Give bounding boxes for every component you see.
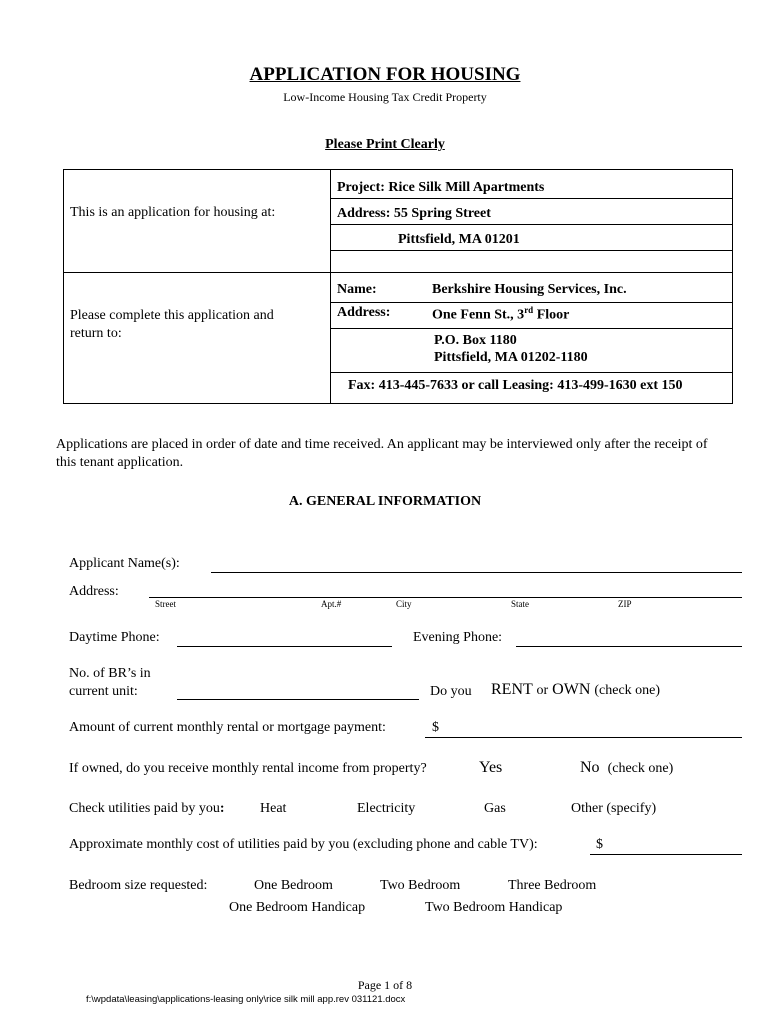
other-option-group — [571, 801, 656, 817]
table-row-divider — [330, 198, 732, 199]
utility-cost-dollar-sign: $ — [596, 837, 603, 852]
amount-rent-field[interactable] — [425, 737, 742, 738]
agency-city: Pittsfield, MA 01202-1180 — [434, 350, 588, 365]
table-divider-horizontal — [64, 272, 732, 273]
return-to-label-line1: Please complete this application and — [70, 308, 274, 323]
other-option: Other (specify) — [571, 801, 657, 816]
agency-address: One Fenn St., 3rd Floor — [432, 305, 570, 323]
one-bedroom-handicap-option: One Bedroom Handicap — [229, 900, 366, 915]
housing-at-label: This is an application for housing at: — [70, 205, 276, 220]
daytime-phone-field[interactable] — [177, 646, 392, 647]
bedroom-size-label: Bedroom size requested: — [69, 878, 208, 893]
rent-option: RENT — [491, 681, 533, 698]
table-row-divider — [330, 224, 732, 225]
one-bedroom-option-group — [254, 878, 333, 894]
page-number: Page 1 of 8 — [357, 978, 413, 992]
three-bedroom-option: Three Bedroom — [508, 878, 597, 893]
print-clearly-note: Please Print Clearly — [325, 137, 445, 152]
check-one-note: (check one) — [594, 683, 661, 698]
utility-cost-field[interactable] — [590, 854, 742, 855]
one-bedroom-handicap-option-group — [229, 900, 365, 916]
project-city: Pittsfield, MA 01201 — [398, 232, 520, 247]
project-address: Address: 55 Spring Street — [337, 206, 491, 221]
table-divider-vertical — [330, 170, 331, 403]
two-bedroom-option-group — [380, 878, 460, 894]
name-label: Name: — [337, 282, 377, 297]
applicant-names-label: Applicant Name(s): — [69, 556, 180, 571]
heat-option-group — [260, 801, 286, 817]
evening-phone-field[interactable] — [516, 646, 742, 647]
intro-paragraph: Applications are placed in order of date and time received. An applicant may be interviewed only after the receipt of this tenant application. — [56, 437, 708, 470]
utility-cost-label: Approximate monthly cost of utilities paid by you (excluding phone and cable TV): — [69, 837, 538, 852]
gas-option-group — [484, 801, 506, 817]
check-one-note-2: (check one) — [607, 761, 674, 776]
electricity-option-group — [357, 801, 415, 817]
own-option: OWN — [552, 681, 591, 698]
address-label: Address: — [69, 584, 119, 599]
heat-option: Heat — [260, 801, 287, 816]
no-option: No — [580, 759, 600, 776]
gas-option: Gas — [484, 801, 506, 816]
num-br-label-line1: No. of BR’s in — [69, 666, 151, 681]
state-caption: State — [511, 599, 529, 609]
fax-and-phone: Fax: 413-445-7633 or call Leasing: 413-499-1630 ext 150 — [348, 378, 683, 393]
yes-option-group — [479, 759, 502, 777]
table-row-divider — [330, 328, 732, 329]
or-text: or — [536, 683, 549, 698]
do-you-label: Do you — [430, 684, 472, 699]
two-bedroom-handicap-option: Two Bedroom Handicap — [425, 900, 563, 915]
rental-income-question: If owned, do you receive monthly rental income from property? — [69, 761, 427, 776]
num-br-label-line2: current unit: — [69, 684, 138, 699]
agency-name: Berkshire Housing Services, Inc. — [432, 282, 627, 297]
page-title: APPLICATION FOR HOUSING — [249, 64, 521, 85]
electricity-option: Electricity — [357, 801, 416, 816]
two-bedroom-handicap-option-group — [425, 900, 562, 916]
section-a-heading: A. GENERAL INFORMATION — [288, 494, 482, 509]
evening-phone-label: Evening Phone: — [413, 630, 503, 645]
daytime-phone-label: Daytime Phone: — [69, 630, 160, 645]
address-field[interactable] — [149, 597, 742, 598]
apt-caption: Apt.# — [321, 599, 342, 609]
agency-po-box: P.O. Box 1180 — [434, 333, 517, 348]
utilities-label: Check utilities paid by you: — [69, 801, 225, 816]
no-option-group — [580, 759, 673, 777]
two-bedroom-option: Two Bedroom — [380, 878, 461, 893]
file-path: f:\wpdata\leasing\applications-leasing only\rice silk mill app.rev 031121.docx — [86, 994, 406, 1005]
num-br-field[interactable] — [177, 699, 419, 700]
city-caption: City — [396, 599, 412, 609]
page-subtitle: Low-Income Housing Tax Credit Property — [283, 90, 487, 104]
table-row-divider — [330, 372, 732, 373]
address-label: Address: — [337, 305, 391, 320]
applicant-names-field[interactable] — [211, 572, 742, 573]
one-bedroom-option: One Bedroom — [254, 878, 333, 893]
amount-dollar-sign: $ — [432, 720, 439, 735]
return-to-label-line2: return to: — [70, 326, 122, 341]
zip-caption: ZIP — [618, 599, 632, 609]
three-bedroom-option-group — [508, 878, 596, 894]
rent-own-group — [491, 681, 660, 699]
street-caption: Street — [155, 599, 176, 609]
table-row-divider — [330, 302, 732, 303]
amount-rent-label: Amount of current monthly rental or mortgage payment: — [69, 720, 386, 735]
project-name: Project: Rice Silk Mill Apartments — [337, 180, 545, 195]
yes-option: Yes — [479, 759, 503, 776]
table-row-divider — [330, 250, 732, 251]
property-info-table — [63, 169, 733, 404]
